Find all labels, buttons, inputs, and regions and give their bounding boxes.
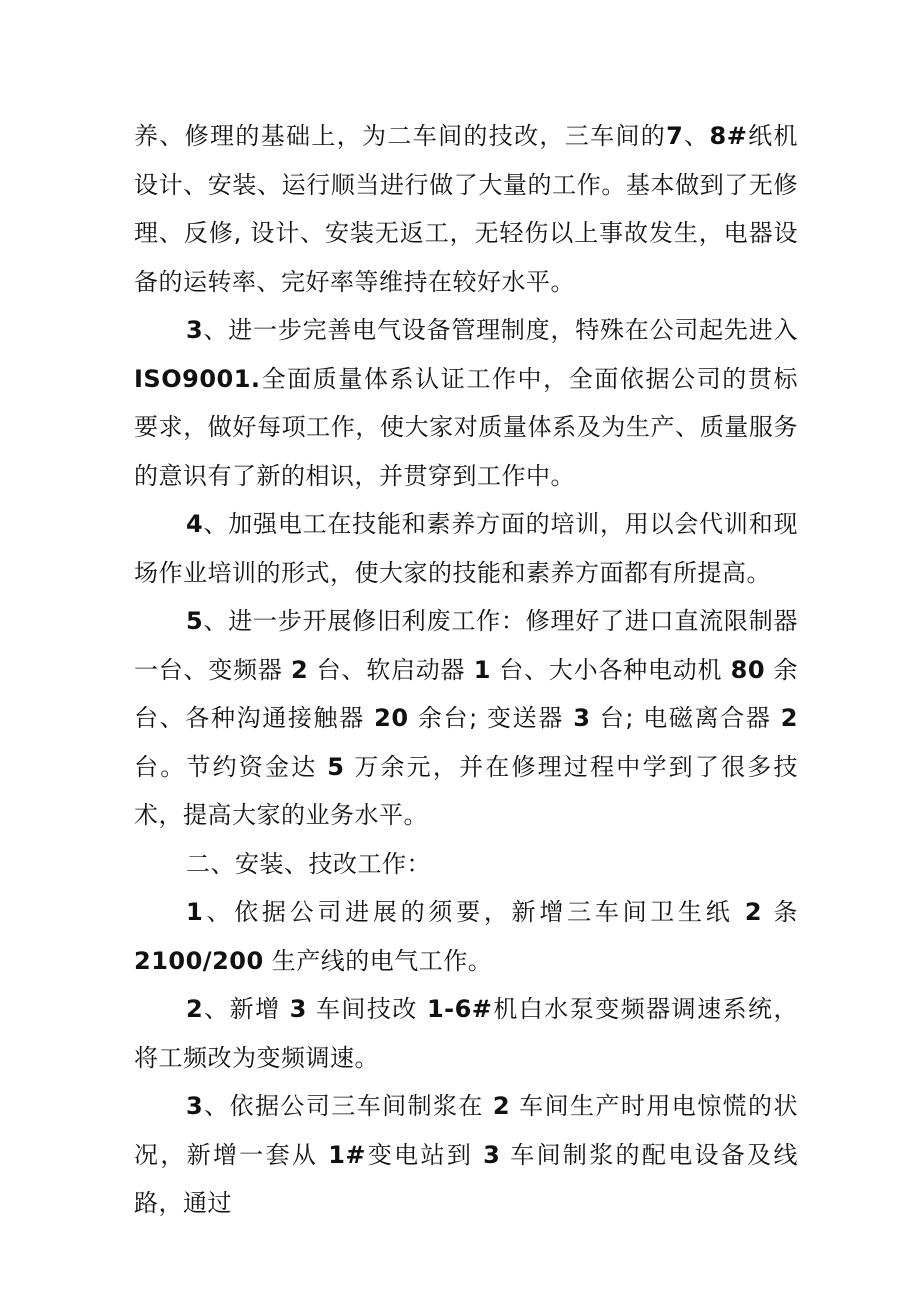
text-run: 台、大小各种电动机 xyxy=(490,655,731,684)
bold-run: 3 xyxy=(186,316,204,344)
paragraph-item-4 xyxy=(134,500,798,597)
text-run: 台、软启动器 xyxy=(308,655,474,684)
text-run: 二、安装、技改工作： xyxy=(186,849,431,878)
text-run: 条 xyxy=(762,898,798,926)
text-run: 车间生产时用电惊慌的状况，新增一套从 xyxy=(134,1092,798,1169)
text-run: 、依据公司进展的须要，新增三车间卫生纸 xyxy=(203,898,745,926)
section-heading-installation xyxy=(134,840,798,889)
bold-run: 3 xyxy=(483,1140,501,1169)
text-run: 万余元，并在修理过程中学到了很多技术，提高大家的业务水平。 xyxy=(134,752,798,829)
bold-run: 80 xyxy=(730,655,766,684)
text-run: 、加强电工在技能和素养方面的培训，用以会代训和现场作业培训的形式，使大家的技能和素养方面都有所提高。 xyxy=(134,510,798,587)
text-run: 、新增 xyxy=(203,995,290,1023)
bold-run: 5 xyxy=(327,752,345,781)
text-run: 机白水泵变频器调速系统，将工频改为变频调速。 xyxy=(134,995,798,1072)
bold-run: 2 xyxy=(492,1092,511,1120)
paragraph-install-2 xyxy=(134,985,798,1082)
text-run: 变电站到 xyxy=(366,1140,484,1169)
bold-run: 1 xyxy=(473,655,491,684)
text-run: 纸机设计、安装、运行顺当进行做了大量的工作。基本做到了无修理、反修, 设计、安装无返工，无轻伤以上事故发生，电器设备的运转率、完好率等维持在较好水平。 xyxy=(134,122,799,296)
text-run: 、 xyxy=(683,122,710,150)
bold-run: 2 xyxy=(780,704,798,732)
text-run: 、进一步完善电气设备管理制度，特殊在公司起先进入 xyxy=(203,316,798,344)
bold-run: ISO9001. xyxy=(134,364,261,393)
bold-run: 2 xyxy=(186,995,204,1023)
text-run: 台。节约资金达 xyxy=(134,752,328,781)
paragraph-install-1 xyxy=(134,888,798,985)
text-run: 余台; 变送器 xyxy=(408,704,574,732)
text-run: 车间制浆的配电设备及线路，通过 xyxy=(134,1140,798,1217)
bold-run: 2100/200 xyxy=(134,946,264,975)
text-run: 、进一步开展修旧利废工作：修理好了进口直流限制器一台、变频器 xyxy=(134,607,798,684)
bold-run: 3 xyxy=(186,1092,204,1120)
text-run: 余台、各种沟通接触器 xyxy=(134,655,798,732)
bold-run: 8# xyxy=(709,122,748,150)
paragraph-install-3 xyxy=(134,1082,798,1228)
paragraph-item-5 xyxy=(134,597,798,840)
bold-run: 20 xyxy=(374,704,409,732)
paragraph-item-3 xyxy=(134,306,798,500)
bold-run: 2 xyxy=(744,898,763,926)
text-run: 、依据公司三车间制浆在 xyxy=(203,1092,493,1120)
bold-run: 3 xyxy=(289,995,307,1023)
text-run: 养、修理的基础上，为二车间的技改，三车间的 xyxy=(134,122,667,150)
bold-run: 1 xyxy=(186,898,204,926)
text-run: 台; 电磁离合器 xyxy=(590,704,781,732)
bold-run: 7 xyxy=(666,122,684,150)
bold-run: 5 xyxy=(186,607,204,635)
paragraph-continuation xyxy=(134,112,798,306)
bold-run: 1# xyxy=(328,1140,367,1169)
bold-run: 4 xyxy=(186,510,204,538)
text-run: 全面质量体系认证工作中，全面依据公司的贯标要求，做好每项工作，使大家对质量体系及为生产、质量服务的意识有了新的相识，并贯穿到工作中。 xyxy=(134,364,798,490)
bold-run: 2 xyxy=(291,655,309,684)
bold-run: 3 xyxy=(573,704,591,732)
document-body xyxy=(134,112,798,1228)
bold-run: 1-6# xyxy=(426,995,493,1023)
text-run: 车间技改 xyxy=(306,995,427,1023)
text-run: 生产线的电气工作。 xyxy=(263,946,493,975)
